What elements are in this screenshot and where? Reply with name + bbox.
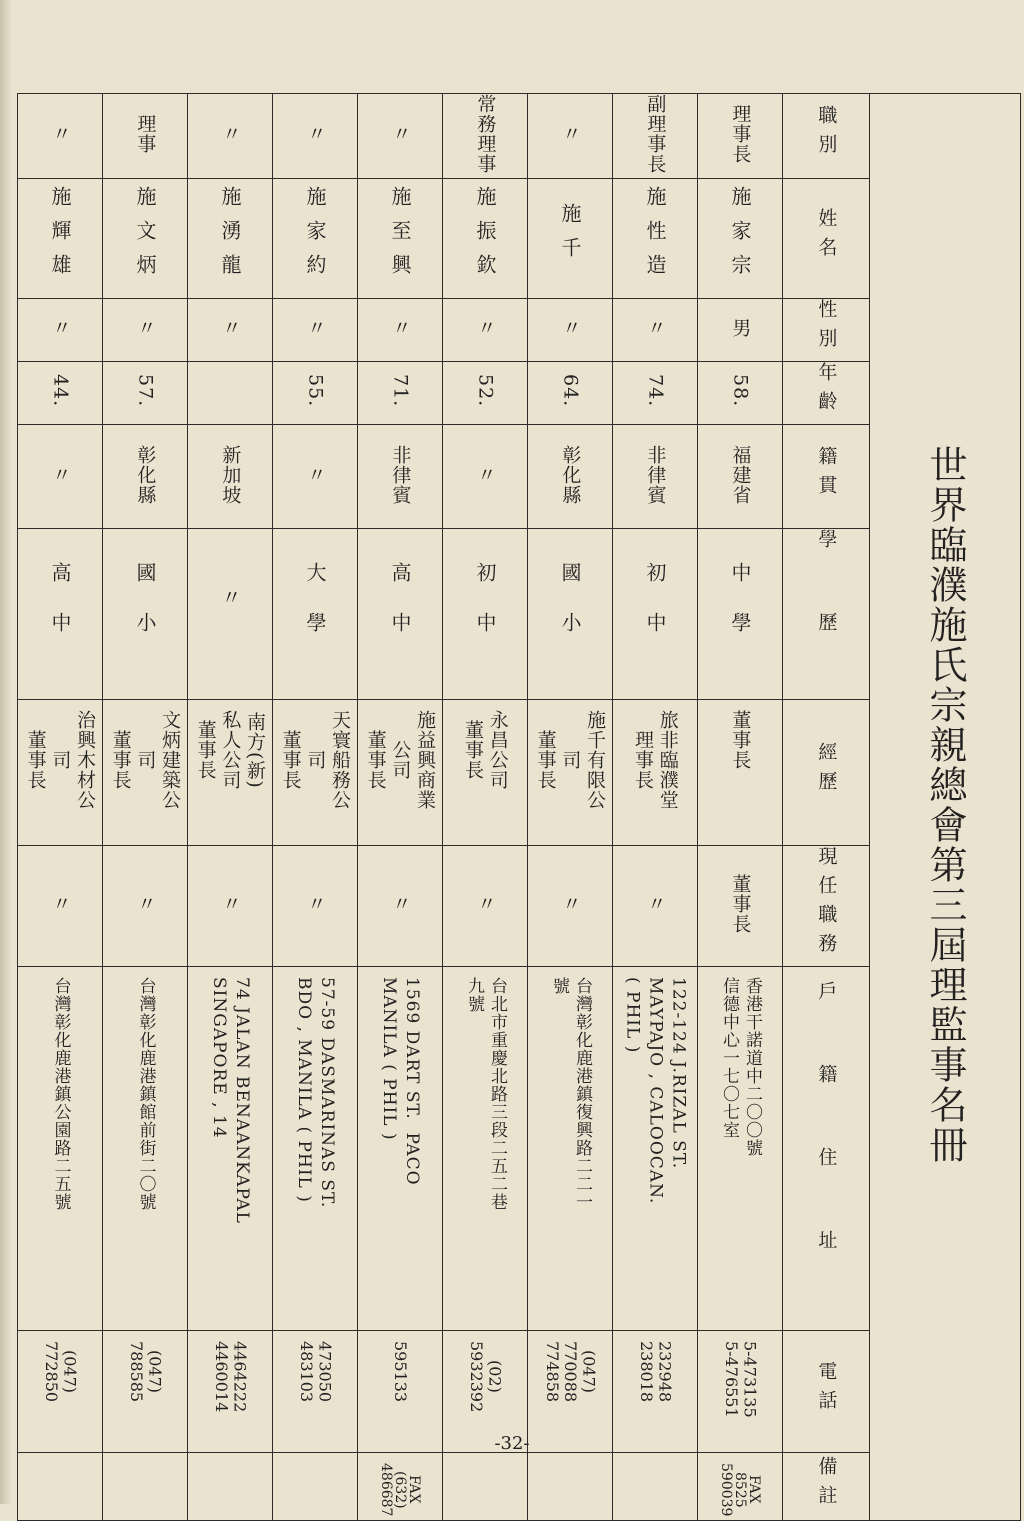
education-text: 〃 <box>218 587 242 637</box>
cell-origin <box>18 425 103 529</box>
header-label: 姓名 <box>815 207 838 266</box>
header-label: 職別 <box>815 105 838 163</box>
header-label: 學歷 <box>815 529 838 695</box>
address-text: 1569 DART ST. PACO MANILA ( PHIL ) <box>379 977 422 1186</box>
age-text: 58. <box>729 373 752 408</box>
cell-sex <box>273 299 358 362</box>
cell-remarks <box>698 1453 783 1521</box>
education-text: 大學 <box>303 562 327 662</box>
sex-text: 〃 <box>304 318 327 338</box>
name-text: 施振欽 <box>473 185 497 288</box>
position-text: 〃 <box>389 124 412 144</box>
cell-origin <box>613 425 698 529</box>
sex-text: 男 <box>729 318 752 338</box>
cell-position <box>528 94 613 179</box>
cell-name <box>273 179 358 299</box>
cell-sex <box>528 299 613 362</box>
header-address <box>783 967 870 1331</box>
age-text: 44. <box>49 373 72 408</box>
experience-text: 文炳建築公 司 董事長 <box>109 710 182 810</box>
header-label: 戶籍住址 <box>815 980 838 1313</box>
current-job-text: 〃 <box>49 894 72 914</box>
cell-remarks <box>528 1453 613 1521</box>
address-text: 台灣彰化鹿港鎮館前街二〇號 <box>135 977 156 1211</box>
experience-text: 永昌公司 董事長 <box>462 710 509 790</box>
remarks-text: FAX (632) 486687 <box>378 1463 422 1517</box>
phone-text: 473050 483103 <box>297 1341 335 1403</box>
name-text: 施千 <box>558 202 582 271</box>
header-remarks <box>783 1453 870 1521</box>
address-text: 香港干諾道中二〇〇號 信德中心一七〇七室 <box>719 977 762 1157</box>
age-text: 74. <box>644 373 667 408</box>
name-text: 施輝雄 <box>48 185 72 288</box>
cell-position <box>443 94 528 179</box>
experience-text: 董事長 <box>729 710 752 770</box>
education-text: 初中 <box>473 562 497 662</box>
name-text: 施湧龍 <box>218 185 242 288</box>
education-text: 高中 <box>48 562 72 662</box>
cell-sex <box>103 299 188 362</box>
header-label: 現任職務 <box>815 846 838 962</box>
cell-name <box>528 179 613 299</box>
page-edge-shadow <box>0 0 12 1504</box>
cell-remarks <box>613 1453 698 1521</box>
cell-remarks <box>188 1453 273 1521</box>
origin-text: 福建省 <box>729 444 752 505</box>
cell-age <box>103 362 188 425</box>
cell-position <box>698 94 783 179</box>
position-text: 常務理事 <box>474 94 497 174</box>
origin-text: 〃 <box>304 464 327 485</box>
sex-text: 〃 <box>219 318 242 338</box>
phone-text: 4464222 4460014 <box>212 1341 250 1413</box>
cell-address <box>188 967 273 1331</box>
cell-sex <box>443 299 528 362</box>
position-text: 〃 <box>304 124 327 144</box>
cell-remarks <box>443 1453 528 1521</box>
phone-text: 5-473135 5-476551 <box>722 1341 760 1418</box>
origin-text: 彰化縣 <box>134 444 157 505</box>
cell-education <box>613 529 698 700</box>
current-job-text: 〃 <box>304 894 327 914</box>
cell-age <box>18 362 103 425</box>
cell-address <box>273 967 358 1331</box>
current-job-text: 〃 <box>134 894 157 914</box>
phone-text: 595133 <box>391 1341 411 1403</box>
phone-text: 232948 238018 <box>637 1341 675 1403</box>
cell-remarks <box>273 1453 358 1521</box>
phone-text: (047) 770088 774858 <box>542 1341 599 1403</box>
age-text: 64. <box>559 373 582 408</box>
current-job-text: 〃 <box>474 894 497 914</box>
position-text: 副理事長 <box>644 94 667 174</box>
name-text: 施家約 <box>303 185 327 288</box>
cell-origin <box>188 425 273 529</box>
cell-age <box>188 362 273 425</box>
header-name <box>783 179 870 299</box>
cell-sex <box>188 299 273 362</box>
cell-address <box>443 967 528 1331</box>
current-job-text: 〃 <box>559 894 582 914</box>
sex-text: 〃 <box>474 318 497 338</box>
header-label: 年齡 <box>815 362 838 420</box>
name-text: 施性造 <box>643 185 667 288</box>
cell-age <box>613 362 698 425</box>
age-text: 52. <box>474 373 497 408</box>
address-text: 台灣彰化鹿港鎮公園路二五號 <box>50 977 71 1211</box>
address-text: 74 JALAN BENAANKAPAL SINGAPORE , 14 <box>209 977 252 1224</box>
cell-education <box>103 529 188 700</box>
cell-age <box>358 362 443 425</box>
header-position <box>783 94 870 179</box>
cell-position <box>103 94 188 179</box>
cell-address <box>103 967 188 1331</box>
header-label: 經歷 <box>815 741 838 800</box>
address-text: 122-124 J.RIZAL ST. MAYPAJO , CALOOCAN. ( PHIL ) <box>622 977 689 1205</box>
cell-address <box>358 967 443 1331</box>
cell-education <box>188 529 273 700</box>
name-text: 施文炳 <box>133 185 157 288</box>
sex-text: 〃 <box>559 318 582 338</box>
cell-name <box>18 179 103 299</box>
cell-origin <box>358 425 443 529</box>
sex-text: 〃 <box>644 318 667 338</box>
origin-text: 〃 <box>474 464 497 485</box>
cell-age <box>528 362 613 425</box>
cell-education <box>443 529 528 700</box>
age-text: 57. <box>134 373 157 408</box>
position-text: 理事 <box>134 114 157 154</box>
cell-age <box>698 362 783 425</box>
header-label: 電話 <box>815 1360 838 1419</box>
address-text: 台灣彰化鹿港鎮復興路二二一 號 <box>549 977 592 1211</box>
cell-current-job <box>18 846 103 967</box>
cell-experience <box>443 700 528 846</box>
cell-origin <box>698 425 783 529</box>
cell-position <box>358 94 443 179</box>
origin-text: 新加坡 <box>219 444 242 505</box>
cell-position <box>18 94 103 179</box>
cell-experience <box>273 700 358 846</box>
cell-sex <box>18 299 103 362</box>
sex-text: 〃 <box>134 318 157 338</box>
cell-age <box>443 362 528 425</box>
name-text: 施至興 <box>388 185 412 288</box>
experience-text: 天寰船務公 司 董事長 <box>279 710 352 810</box>
cell-current-job <box>358 846 443 967</box>
cell-name <box>613 179 698 299</box>
origin-text: 彰化縣 <box>559 444 582 505</box>
cell-origin <box>528 425 613 529</box>
cell-current-job <box>613 846 698 967</box>
header-age <box>783 362 870 425</box>
cell-education <box>528 529 613 700</box>
cell-education <box>358 529 443 700</box>
cell-address <box>698 967 783 1331</box>
cell-sex <box>698 299 783 362</box>
age-text: 71. <box>389 373 412 408</box>
cell-experience <box>613 700 698 846</box>
cell-current-job <box>188 846 273 967</box>
current-job-text: 〃 <box>219 894 242 914</box>
current-job-text: 董事長 <box>729 874 752 934</box>
experience-text: 施千有限公 司 董事長 <box>534 710 607 810</box>
cell-name <box>103 179 188 299</box>
experience-text: 施益興商業 公司 董事長 <box>364 710 437 810</box>
phone-text: (02) 5932392 <box>467 1341 505 1413</box>
age-text: 55. <box>304 373 327 408</box>
cell-age <box>273 362 358 425</box>
cell-current-job <box>698 846 783 967</box>
cell-origin <box>443 425 528 529</box>
origin-text: 〃 <box>49 464 72 485</box>
member-registry-table <box>17 93 1021 1521</box>
header-education <box>783 529 870 700</box>
experience-text: 旅非臨濮堂 理事長 <box>632 710 679 810</box>
cell-position <box>188 94 273 179</box>
education-text: 中學 <box>728 562 752 662</box>
education-text: 初中 <box>643 562 667 662</box>
experience-text: 南方(新) 私人公司 董事長 <box>194 710 267 790</box>
name-text: 施家宗 <box>728 185 752 288</box>
cell-position <box>273 94 358 179</box>
cell-address <box>528 967 613 1331</box>
sex-text: 〃 <box>389 318 412 338</box>
document-title: 世界臨濮施氏宗親總會第三屆理監事名冊 <box>923 445 967 1166</box>
cell-remarks <box>18 1453 103 1521</box>
cell-experience <box>188 700 273 846</box>
position-text: 〃 <box>559 124 582 144</box>
current-job-text: 〃 <box>644 894 667 914</box>
header-label: 籍貫 <box>815 445 838 504</box>
header-experience <box>783 700 870 846</box>
education-text: 高中 <box>388 562 412 662</box>
cell-current-job <box>443 846 528 967</box>
cell-current-job <box>528 846 613 967</box>
address-text: 台北市重慶北路三段二五二巷 九號 <box>464 977 507 1211</box>
cell-experience <box>18 700 103 846</box>
position-text: 理事長 <box>729 104 752 164</box>
page-number: -32- <box>494 1433 530 1454</box>
education-text: 國小 <box>558 562 582 662</box>
origin-text: 非律賓 <box>389 444 412 505</box>
cell-experience <box>528 700 613 846</box>
phone-text: (047) 772850 <box>42 1341 80 1403</box>
remarks-text: FAX 8525 590039 <box>718 1463 762 1517</box>
row-position <box>18 94 1021 179</box>
header-current-job <box>783 846 870 967</box>
position-text: 〃 <box>219 124 242 144</box>
current-job-text: 〃 <box>389 894 412 914</box>
cell-remarks <box>358 1453 443 1521</box>
cell-address <box>18 967 103 1331</box>
cell-position <box>613 94 698 179</box>
header-label: 備註 <box>815 1455 838 1514</box>
cell-current-job <box>103 846 188 967</box>
document-title-cell <box>870 94 1021 1521</box>
experience-text: 治興木材公 司 董事長 <box>24 710 97 810</box>
cell-experience <box>103 700 188 846</box>
position-text: 〃 <box>49 124 72 144</box>
cell-name <box>443 179 528 299</box>
cell-name <box>358 179 443 299</box>
cell-experience <box>358 700 443 846</box>
sex-text: 〃 <box>49 318 72 338</box>
cell-education <box>18 529 103 700</box>
cell-sex <box>358 299 443 362</box>
header-origin <box>783 425 870 529</box>
cell-origin <box>103 425 188 529</box>
header-label: 性別 <box>815 299 838 357</box>
cell-origin <box>273 425 358 529</box>
cell-education <box>273 529 358 700</box>
cell-remarks <box>103 1453 188 1521</box>
header-sex <box>783 299 870 362</box>
cell-name <box>188 179 273 299</box>
cell-education <box>698 529 783 700</box>
education-text: 國小 <box>133 562 157 662</box>
cell-current-job <box>273 846 358 967</box>
cell-sex <box>613 299 698 362</box>
cell-experience <box>698 700 783 846</box>
cell-name <box>698 179 783 299</box>
cell-address <box>613 967 698 1331</box>
origin-text: 非律賓 <box>644 444 667 505</box>
phone-text: (047) 788585 <box>127 1341 165 1403</box>
address-text: 57-59 DASMARINAS ST. BDO , MANILA ( PHIL ) <box>294 977 337 1209</box>
